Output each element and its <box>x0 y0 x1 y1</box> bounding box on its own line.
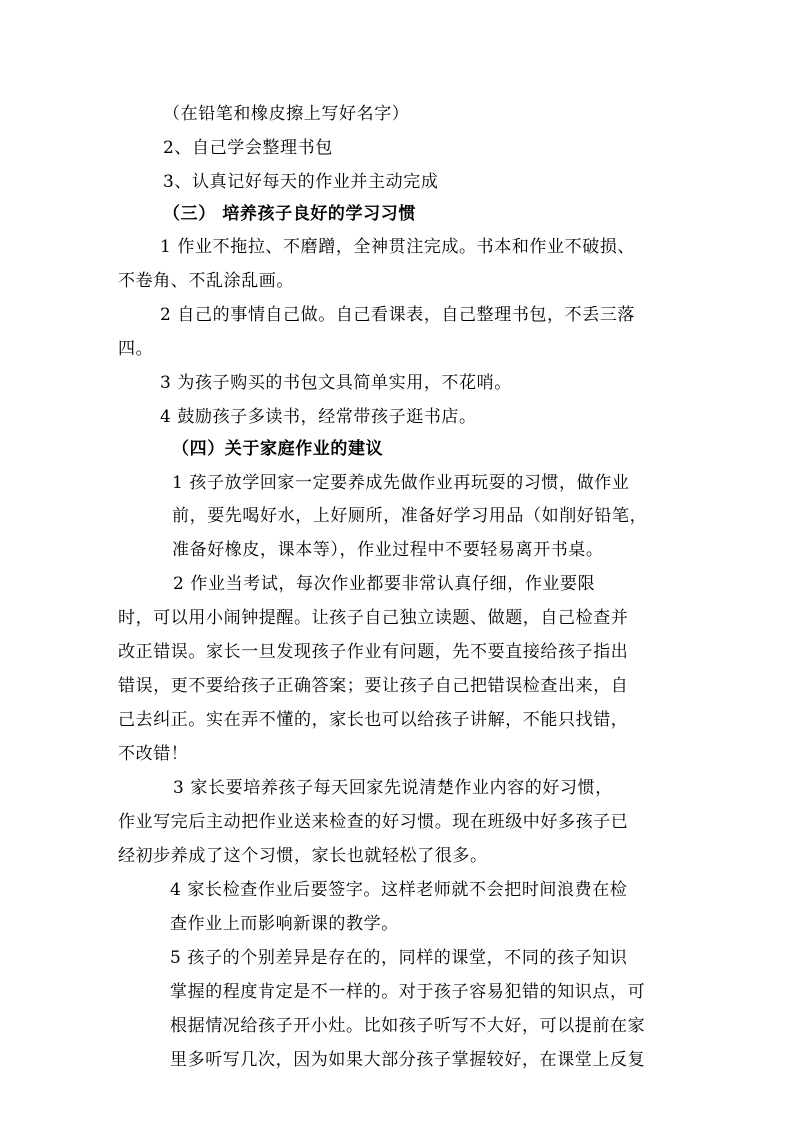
text-line: 经初步养成了这个习惯，家长也就轻松了很多。 <box>118 846 488 866</box>
text-line: 里多听写几次，因为如果大部分孩子掌握较好，在课堂上反复 <box>170 1050 646 1070</box>
text-line: 3、认真记好每天的作业并主动完成 <box>163 172 439 192</box>
text-line: 作业写完后主动把作业送来检查的好习惯。现在班级中好多孩子已 <box>118 812 629 832</box>
text-line: 2 作业当考试，每次作业都要非常认真仔细，作业要限 <box>173 574 596 594</box>
text-line: 5 孩子的个别差异是存在的，同样的课堂，不同的孩子知识 <box>170 948 628 968</box>
text-line: 3 为孩子购买的书包文具简单实用，不花哨。 <box>160 373 512 393</box>
text-line: 不卷角、不乱涂乱画。 <box>118 271 294 291</box>
text-line: 时，可以用小闹钟提醒。让孩子自己独立读题、做题，自己检查并 <box>118 608 629 628</box>
text-line: （在铅笔和橡皮擦上写好名字） <box>163 104 410 124</box>
text-line: 根据情况给孩子开小灶。比如孩子听写不大好，可以提前在家 <box>170 1016 646 1036</box>
text-line: 准备好橡皮，课本等），作业过程中不要轻易离开书桌。 <box>172 540 604 560</box>
text-line: 改正错误。家长一旦发现孩子作业有问题，先不要直接给孩子指出 <box>118 642 629 662</box>
text-line: 查作业上而影响新课的教学。 <box>170 914 399 934</box>
text-line: 错误，更不要给孩子正确答案；要让孩子自己把错误检查出来，自 <box>118 676 629 696</box>
text-line: 1 作业不拖拉、不磨蹭，全神贯注完成。书本和作业不破损、 <box>160 237 636 257</box>
section-heading: （三） 培养孩子良好的学习习惯 <box>163 204 416 224</box>
text-line: 四。 <box>118 339 154 359</box>
text-line: 前，要先喝好水，上好厕所，准备好学习用品（如削好铅笔， <box>172 506 648 526</box>
text-line: 4 家长检查作业后要签字。这样老师就不会把时间浪费在检 <box>170 880 628 900</box>
text-line: 2、自己学会整理书包 <box>163 138 333 158</box>
text-line: 3 家长要培养孩子每天回家先说清楚作业内容的好习惯， <box>173 778 613 798</box>
text-line: 2 自己的事情自己做。自己看课表，自己整理书包，不丢三落 <box>160 305 636 325</box>
text-line: 4 鼓励孩子多读书，经常带孩子逛书店。 <box>160 407 477 427</box>
text-line: 掌握的程度肯定是不一样的。对于孩子容易犯错的知识点，可 <box>170 982 646 1002</box>
text-line: 1 孩子放学回家一定要养成先做作业再玩耍的习惯，做作业 <box>172 473 630 493</box>
text-line: 不改错！ <box>118 744 189 764</box>
section-heading: （四）关于家庭作业的建议 <box>172 439 384 459</box>
text-line: 己去纠正。实在弄不懂的，家长也可以给孩子讲解，不能只找错， <box>118 710 629 730</box>
